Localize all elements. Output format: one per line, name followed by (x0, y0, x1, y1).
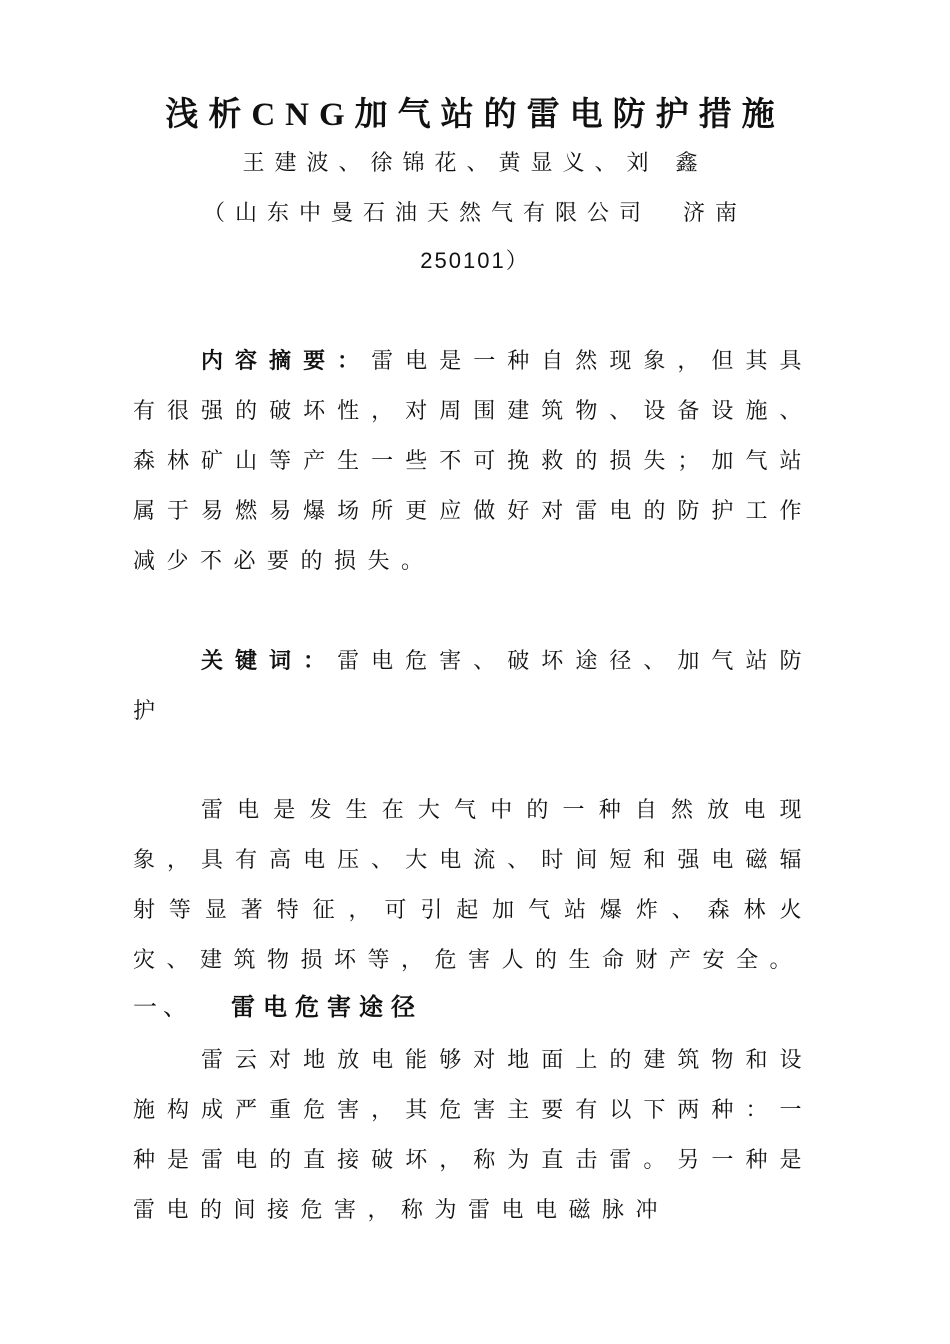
keywords-paragraph (133, 636, 813, 737)
section-heading (133, 986, 423, 1028)
abstract-paragraph (133, 336, 813, 587)
intro-paragraph: 雷电是发生在大气中的一种自然放电现象，具有高电压、大电流、时间短和强电磁辐射等显著特征，可引起加气站爆炸、森林火灾、建筑物损坏等，危害人的生命财产安全。 (133, 798, 813, 973)
section-heading-text: 雷电危害途径 (231, 992, 423, 1021)
paper-title: 浅析CNG加气站的雷电防护措施 (165, 97, 785, 133)
keywords-label: 关键词： (201, 648, 338, 674)
abstract-text: 雷电是一种自然现象，但其具有很强的破坏性，对周围建筑物、设备设施、森林矿山等产生一些不可挽救的损失；加气站属于易燃易爆场所更应做好对雷电的防护工作减少不必要的损失。 (133, 349, 813, 574)
section-number: 一、 (133, 993, 193, 1021)
section-paragraph: 雷云对地放电能够对地面上的建筑物和设施构成严重危害，其危害主要有以下两种：一种是雷电的直接破坏，称为直击雷。另一种是雷电的间接危害，称为雷电电磁脉冲 (133, 1048, 813, 1223)
author-list: 王建波、徐锦花、黄显义、刘 鑫 (242, 151, 708, 176)
author-affiliation: （山东中曼石油天然气有限公司 济南 (202, 201, 747, 226)
keywords-text: 雷电危害、破坏途径、加气站防护 (133, 649, 813, 724)
abstract-label: 内容摘要： (201, 348, 372, 374)
postal-code: 250101） (420, 248, 530, 273)
